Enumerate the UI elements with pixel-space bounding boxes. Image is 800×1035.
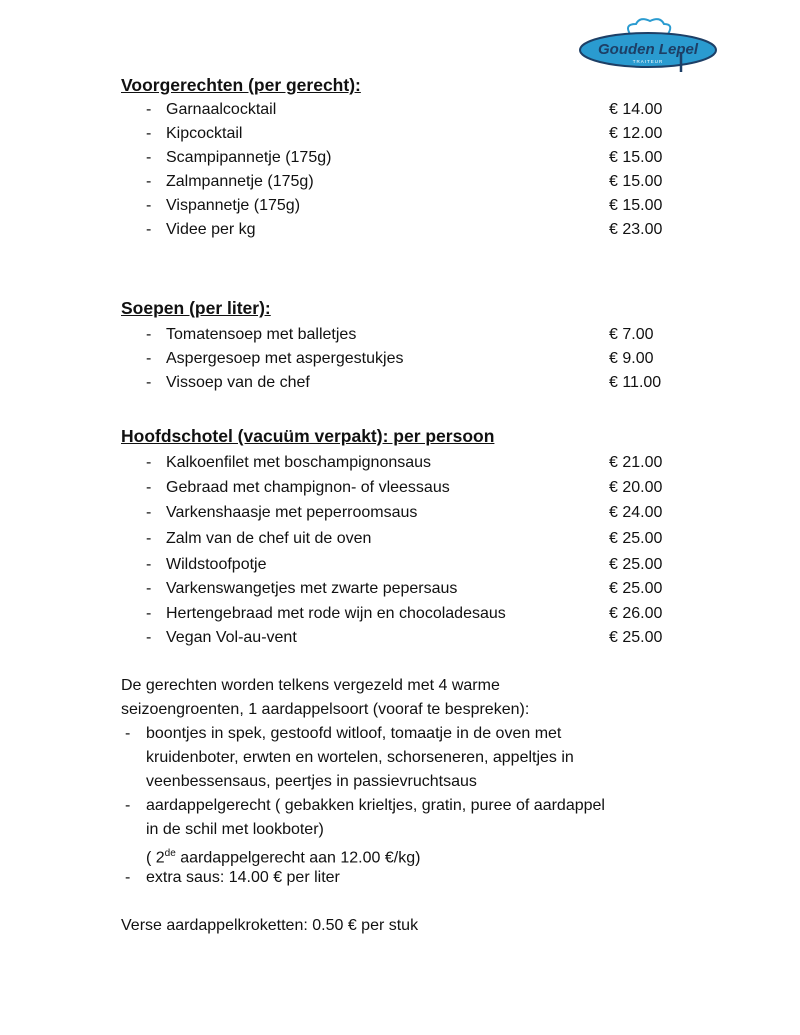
list-dash: - — [146, 605, 152, 622]
list-dash: - — [146, 556, 152, 573]
menu-item-price: € 26.00 — [609, 605, 663, 622]
menu-item-price: € 23.00 — [609, 221, 663, 238]
menu-item-name: Vispannetje (175g) — [166, 197, 301, 214]
menu-item-name: Varkenshaasje met peperroomsaus — [166, 504, 418, 521]
menu-item-name: Wildstoofpotje — [166, 556, 267, 573]
section-title: Soepen (per liter): — [121, 298, 271, 318]
note-bullet-text: aardappelgerecht ( gebakken krieltjes, gratin, puree of aardappel — [146, 797, 605, 814]
list-dash: - — [146, 197, 152, 214]
note-extra-sup: de — [164, 848, 176, 859]
menu-item-name: Tomatensoep met balletjes — [166, 326, 357, 343]
menu-item-price: € 24.00 — [609, 504, 663, 521]
menu-item-name: Vissoep van de chef — [166, 374, 310, 391]
notes-intro: seizoengroenten, 1 aardappelsoort (vooraf te bespreken): — [121, 701, 530, 718]
menu-item-price: € 15.00 — [609, 197, 663, 214]
menu-item-name: Zalmpannetje (175g) — [166, 173, 314, 190]
menu-item-price: € 15.00 — [609, 173, 663, 190]
menu-item-name: Zalm van de chef uit de oven — [166, 530, 372, 547]
menu-item-price: € 25.00 — [609, 530, 663, 547]
menu-item-name: Videe per kg — [166, 221, 256, 238]
menu-item-price: € 15.00 — [609, 149, 663, 166]
list-dash: - — [146, 504, 152, 521]
note-bullet-text: extra saus: 14.00 € per liter — [146, 869, 340, 886]
list-dash: - — [125, 725, 131, 742]
menu-item-name: Hertengebraad met rode wijn en chocoladesaus — [166, 605, 506, 622]
list-dash: - — [146, 101, 152, 118]
section-title: Voorgerechten (per gerecht): — [121, 75, 361, 95]
menu-item-price: € 12.00 — [609, 125, 663, 142]
menu-item-price: € 7.00 — [609, 326, 654, 343]
section-title: Hoofdschotel (vacuüm verpakt): per persoon — [121, 426, 495, 446]
list-dash: - — [146, 479, 152, 496]
list-dash: - — [125, 797, 131, 814]
list-dash: - — [146, 221, 152, 238]
menu-item-price: € 25.00 — [609, 580, 663, 597]
list-dash: - — [146, 149, 152, 166]
note-bullet-text: boontjes in spek, gestoofd witloof, tomaatje in de oven met — [146, 725, 562, 742]
menu-item-name: Kalkoenfilet met boschampignonsaus — [166, 454, 432, 471]
svg-text:Gouden Lepel: Gouden Lepel — [597, 41, 699, 58]
menu-item-name: Vegan Vol-au-vent — [166, 629, 297, 646]
menu-item-name: Scampipannetje (175g) — [166, 149, 332, 166]
list-dash: - — [146, 326, 152, 343]
menu-item-name: Aspergesoep met aspergestukjes — [166, 350, 404, 367]
menu-item-price: € 9.00 — [609, 350, 654, 367]
menu-item-price: € 11.00 — [609, 374, 662, 391]
notes-intro: De gerechten worden telkens vergezeld met 4 warme — [121, 677, 500, 694]
list-dash: - — [146, 530, 152, 547]
menu-item-price: € 20.00 — [609, 479, 663, 496]
list-dash: - — [146, 173, 152, 190]
list-dash: - — [146, 350, 152, 367]
list-dash: - — [146, 125, 152, 142]
list-dash: - — [146, 629, 152, 646]
list-dash: - — [146, 374, 152, 391]
gouden-lepel-logo — [578, 18, 718, 78]
menu-item-name: Gebraad met champignon- of vleessaus — [166, 479, 450, 496]
note-extra-pre: ( 2 — [146, 849, 165, 867]
note-bullet-text: veenbessensaus, peertjes in passievruchtsaus — [146, 773, 477, 790]
menu-item-name: Varkenswangetjes met zwarte pepersaus — [166, 580, 458, 597]
note-bullet-text: kruidenboter, erwten en wortelen, schorseneren, appeltjes in — [146, 749, 574, 766]
menu-item-price: € 21.00 — [609, 454, 663, 471]
svg-text:TRAITEUR: TRAITEUR — [632, 59, 664, 64]
note-bullet-text: in de schil met lookboter) — [146, 821, 324, 838]
note-extra-post: aardappelgerecht aan 12.00 €/kg) — [175, 849, 421, 867]
menu-item-price: € 14.00 — [609, 101, 663, 118]
list-dash: - — [146, 580, 152, 597]
list-dash: - — [146, 454, 152, 471]
list-dash: - — [125, 869, 131, 886]
menu-item-price: € 25.00 — [609, 629, 663, 646]
notes-footer: Verse aardappelkroketten: 0.50 € per stuk — [121, 917, 419, 934]
note-extra — [146, 844, 420, 868]
menu-item-name: Garnaalcocktail — [166, 101, 277, 118]
menu-item-price: € 25.00 — [609, 556, 663, 573]
menu-item-name: Kipcocktail — [166, 125, 243, 142]
